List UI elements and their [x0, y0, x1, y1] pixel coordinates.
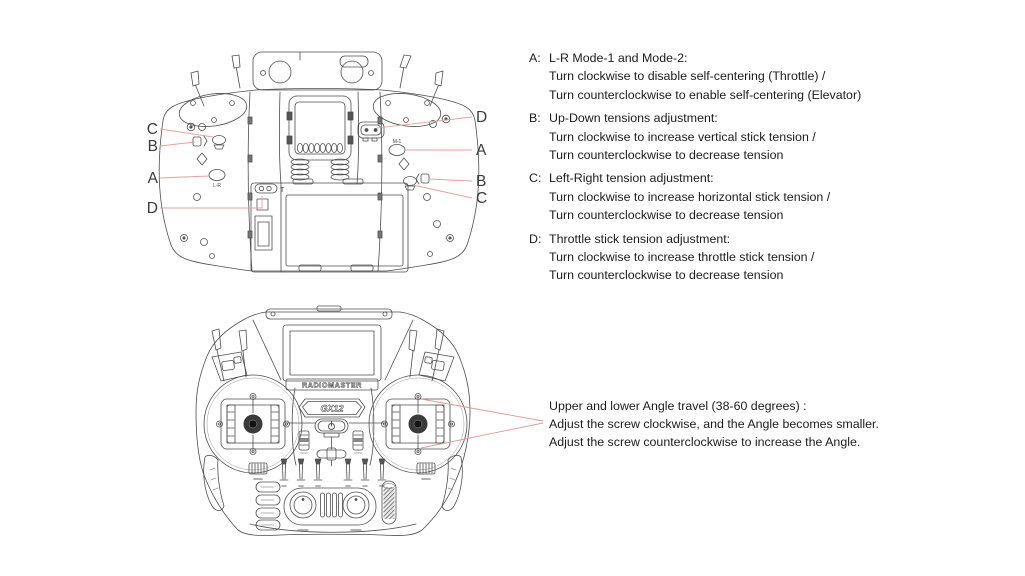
tension-notes [529, 49, 1009, 290]
throttle-marking: T [280, 187, 285, 194]
angle-note [549, 397, 1009, 451]
note-d-label: D: [529, 231, 542, 246]
note-b [529, 109, 1009, 164]
note-a [529, 49, 1009, 104]
note-b-title: Up-Down tensions adjustment: [549, 111, 718, 126]
note-c-line2: Turn counterclockwise to decrease tension [549, 208, 784, 223]
note-b-line2: Turn counterclockwise to decrease tension [549, 148, 784, 163]
callout-left-d: D [146, 200, 158, 217]
stand-springs [291, 159, 349, 180]
knob-left [290, 492, 316, 518]
callout-right-c: C [476, 190, 488, 207]
lcd-screen [283, 325, 381, 381]
knob-right [343, 492, 369, 518]
note-d-title: Throttle stick tension adjustment: [549, 231, 731, 246]
brand-text: RADIOMASTER [301, 380, 363, 390]
note-d-line2: Turn counterclockwise to decrease tension [549, 268, 784, 283]
angle-note-line2: Adjust the screw clockwise, and the Angle becomes smaller. [549, 417, 879, 431]
angle-note-line3: Adjust the screw counterclockwise to increase the Angle. [549, 435, 861, 449]
callout-right-b: B [476, 173, 487, 190]
gimbal-right [369, 375, 467, 473]
note-c-label: C: [529, 171, 542, 186]
power-button [315, 419, 348, 437]
note-a-label: A: [529, 51, 541, 65]
trim-block-left [249, 463, 267, 479]
led-strip [321, 493, 343, 517]
note-d-line1: Turn clockwise to increase throttle stick tension / [549, 250, 815, 265]
top-bar [266, 306, 392, 319]
note-b-label: B: [529, 111, 541, 126]
note-c-line1: Turn clockwise to increase horizontal stick tension / [549, 189, 831, 204]
back-view-drawing [159, 52, 479, 272]
battery-compartment [251, 179, 408, 272]
callout-right-a: A [476, 142, 487, 159]
scroll-roller [382, 481, 396, 524]
handle [253, 52, 382, 90]
stand-bracket [287, 96, 353, 160]
note-a-line2: Turn counterclockwise to enable self-centering (Elevator) [549, 87, 862, 102]
power-icon [329, 422, 335, 430]
front-view-drawing [196, 306, 470, 535]
note-c [529, 169, 1009, 224]
front-leader-lines [421, 399, 543, 448]
note-a-title: L-R Mode-1 and Mode-2: [549, 51, 688, 65]
callout-right-d: D [476, 109, 488, 126]
callout-left-a: A [147, 170, 158, 187]
callout-left-b: B [147, 138, 158, 155]
knob-panel [284, 488, 376, 530]
note-c-title: Left-Right tension adjustment: [549, 171, 714, 186]
angle-note-line1: Upper and lower Angle travel (38-60 degrees) : [549, 399, 807, 413]
grip-inset-left [204, 455, 224, 510]
trim-block-right [417, 463, 435, 479]
right-panel-details [358, 115, 454, 256]
callout-left-c: C [146, 121, 158, 138]
note-d [529, 230, 1009, 285]
shoulder-panel-right [419, 352, 454, 381]
slider-right [353, 431, 363, 453]
m1-marking: M-1 [392, 139, 402, 145]
note-a-line1: Turn clockwise to disable self-centering (Throttle) / [549, 69, 826, 84]
lr-marking: L-R [212, 183, 222, 189]
rear-switch-levers [191, 55, 443, 106]
note-b-line1: Turn clockwise to increase vertical stick tension / [549, 129, 816, 144]
menu-buttons [256, 482, 280, 530]
model-text: GX12 [320, 403, 344, 414]
